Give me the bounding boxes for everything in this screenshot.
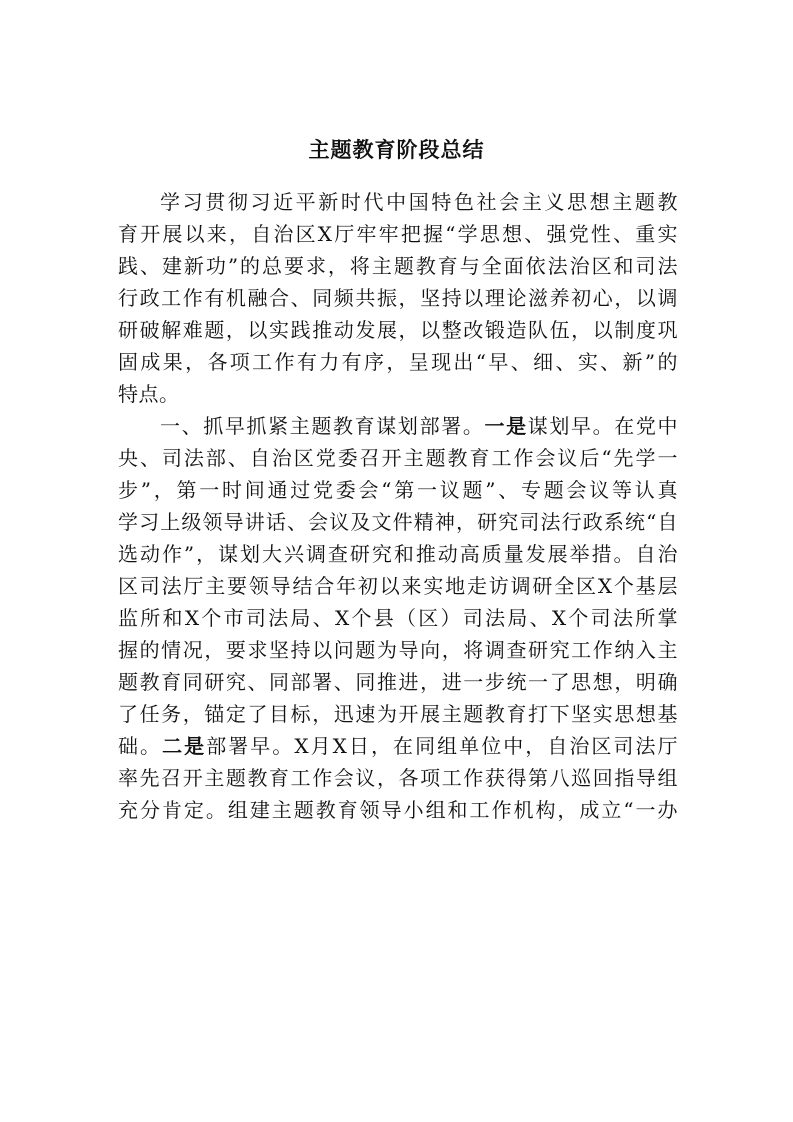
paragraph-text: 础。 — [118, 734, 163, 758]
paragraph-text: 谋划早。在党中 — [527, 414, 678, 438]
paragraph-line: 步”，第一时间通过党委会“第一议题”、专题会议等认真 — [118, 478, 678, 502]
paragraph-line — [118, 730, 678, 762]
paragraph-line: 特点。 — [118, 382, 180, 406]
paragraph-line: 育开展以来，自治区X厅牢牢把握“学思想、强党性、重实 — [118, 222, 678, 246]
paragraph-text: 部署早。X月X日，在同组单位中，自治区司法厅 — [206, 734, 678, 758]
paragraph-line: 践、建新功”的总要求，将主题教育与全面依法治区和司法 — [118, 254, 678, 278]
paragraph-line: 学习上级领导讲话、会议及文件精神，研究司法行政系统“自 — [118, 510, 678, 534]
paragraph-line — [118, 410, 678, 442]
paragraph-line: 监所和X个市司法局、X个县（区）司法局、X个司法所掌 — [118, 606, 678, 630]
paragraph-line: 研破解难题，以实践推动发展，以整改锻造队伍，以制度巩 — [118, 318, 678, 342]
paragraph-line: 固成果，各项工作有力有序，呈现出“早、细、实、新”的 — [118, 350, 678, 374]
paragraph-line: 区司法厅主要领导结合年初以来实地走访调研全区X个基层 — [118, 574, 678, 598]
paragraph-line: 握的情况，要求坚持以问题为导向，将调查研究工作纳入主 — [118, 638, 678, 662]
section-heading: 一、抓早抓紧主题教育谋划部署。 — [160, 414, 485, 438]
paragraph-line: 充分肯定。组建主题教育领导小组和工作机构，成立“一办 — [118, 798, 678, 822]
document-body — [118, 186, 678, 826]
paragraph-line: 央、司法部、自治区党委召开主题教育工作会议后“先学一 — [118, 446, 678, 470]
paragraph-line: 率先召开主题教育工作会议，各项工作获得第八巡回指导组 — [118, 766, 678, 790]
emphasis-marker: 二是 — [162, 734, 207, 758]
paragraph-line: 选动作”，谋划大兴调查研究和推动高质量发展举措。自治 — [118, 542, 678, 566]
paragraph-line: 行政工作有机融合、同频共振，坚持以理论滋养初心，以调 — [118, 286, 678, 310]
document-title: 主题教育阶段总结 — [308, 137, 485, 162]
paragraph-line: 了任务，锚定了目标，迅速为开展主题教育打下坚实思想基 — [118, 702, 678, 726]
paragraph-line: 题教育同研究、同部署、同推进，进一步统一了思想，明确 — [118, 670, 678, 694]
paragraph-line: 学习贯彻习近平新时代中国特色社会主义思想主题教 — [160, 190, 678, 214]
emphasis-marker: 一是 — [484, 414, 528, 438]
